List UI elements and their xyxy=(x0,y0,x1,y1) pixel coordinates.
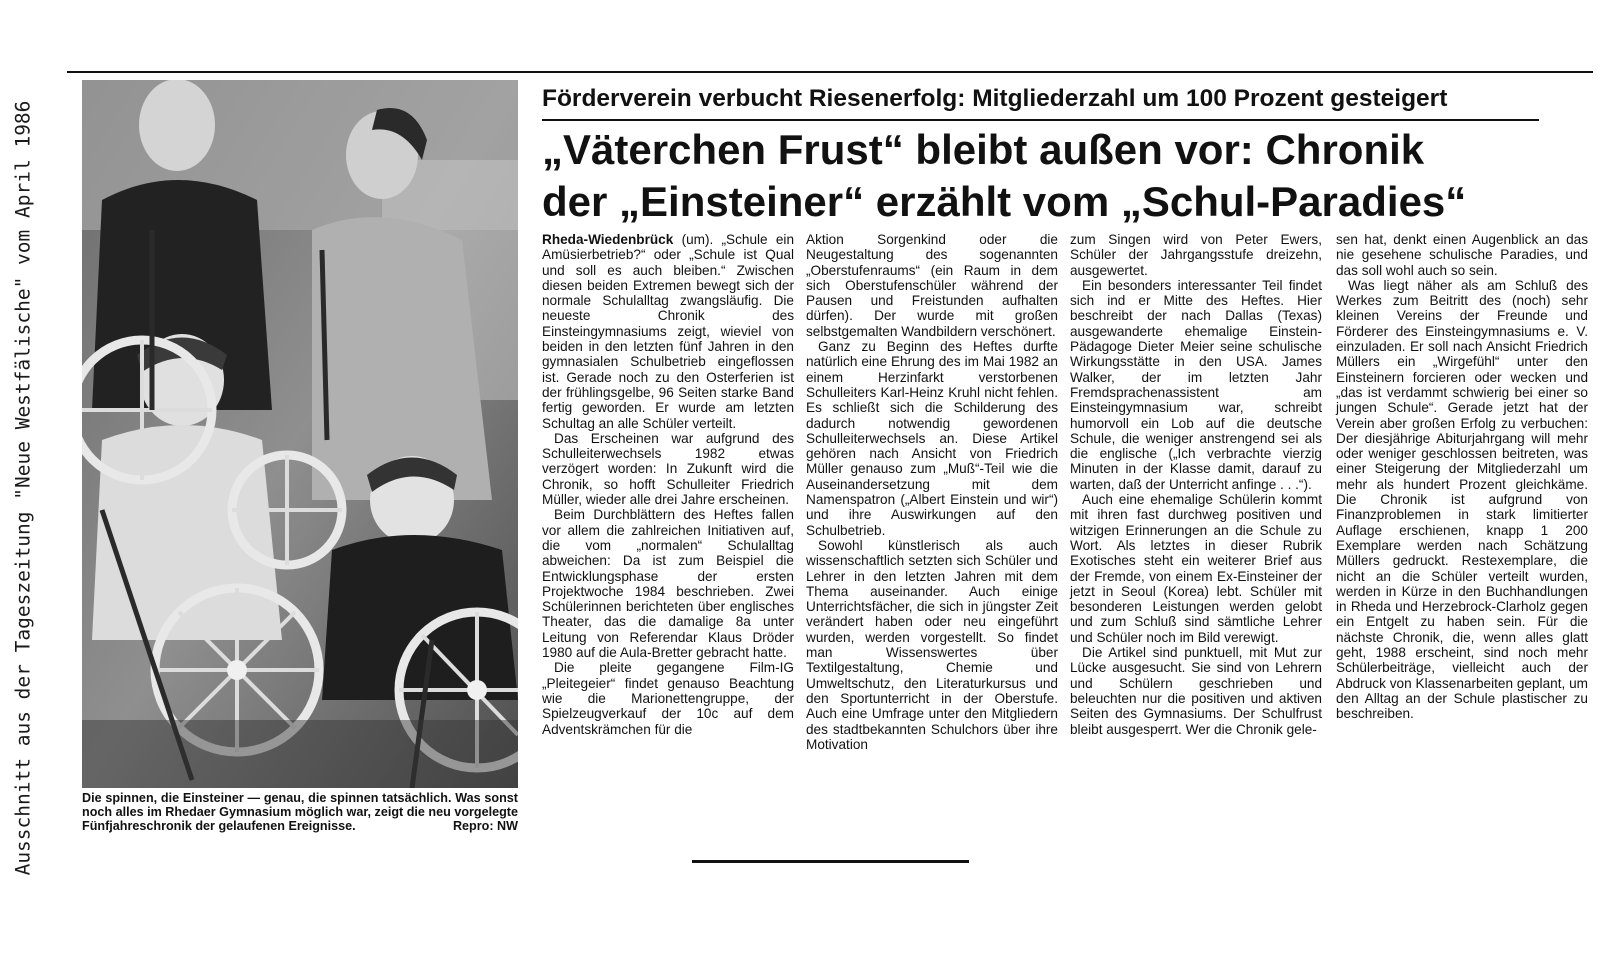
article-paragraph: Sowohl künstlerisch als auch wissenschaftlich setzten sich Schüler und Lehrer in den letzten Jahren mit dem Thema auseinander. Auch einige Unterrichtsfächer, die sich in jüngster Zeit verändert haben oder neu eingeführt wurden, werden vorgestellt. So findet man Wissenswertes über Textilgestaltung, Chemie und Umweltschutz, den Literaturkursus und den Sportunterricht in der Oberstufe. Auch eine Umfrage unter den Mitgliedern des stadtbekannten Schulchors über ihre Motivation xyxy=(806,537,1058,752)
article-column-4 xyxy=(1336,232,1588,722)
photo-credit: Repro: NW xyxy=(452,819,518,833)
top-rule xyxy=(67,71,1593,73)
clipping-source-label: Ausschnitt aus der Tageszeitung "Neue Westfälische" vom April 1986 xyxy=(11,100,35,876)
article-paragraph: Ein besonders interessanter Teil findet sich ind er Mitte des Heftes. Hier beschreibt der nach Dallas (Texas) ausgewanderte ehemalige Einstein-Pädagoge Dieter Meier seine schulische Wirkungsstätte in den USA. James Walker, der im letzten Jahr Fremdsprachenassistent am Einsteingymnasium war, schreibt humorvoll ein Lob auf die deutsche Schule, die weniger anstrengend sei als die englische („Ich verbrachte vierzig Minuten in der Klasse damit, darauf zu warten, daß der Unterricht anfinge . . .“). xyxy=(1070,277,1322,492)
article-column-2 xyxy=(806,232,1058,752)
article-column-3 xyxy=(1070,232,1322,737)
article-paragraph: Was liegt näher als am Schluß des Werkes zum Beitritt des (noch) sehr kleinen Vereins der Freunde und Förderer des Einsteingymnasiums e. V. einzuladen. Er soll nach Ansicht Friedrich Müllers ein „Wirgefühl“ unter den Einsteinern forcieren oder wecken und „das ist verdammt schwierig bei einer so jungen Schule“. Gerade jetzt hat der Verein aber großen Erfolg zu verbuchen: Der diesjährige Abiturjahrgang will mehr oder weniger geschlossen beitreten, was einer Steigerung der Mitgliederzahl um mehr als hundert Prozent gleichkäme. Die Chronik ist aufgrund von Finanzproblemen in stark limitierter Auflage erschienen, knapp 1 200 Exemplare werden nach Schätzung Müllers gedruckt. Restexemplare, die nicht an die Schüler verteilt wurden, werden in Kürze in den Buchhandlungen in Rheda und Herzebrock-Clarholz gegen ein Entgelt zu haben sein. Für die nächste Chronik, die, wenn alles glatt geht, 1988 erscheint, sind noch mehr Schülerbeiträge, vielleicht auch der Abdruck von Klassenarbeiten geplant, um den Alltag an der Schule plastischer zu beschreiben. xyxy=(1336,277,1588,722)
article-paragraph: zum Singen wird von Peter Ewers, Schüler der Jahrgangsstufe dreizehn, ausgewertet. xyxy=(1070,232,1322,278)
article-end-rule xyxy=(692,860,969,863)
spinning-wheel-photo-graphic xyxy=(82,80,518,788)
article-paragraph: Die pleite gegangene Film-IG „Pleitegeier“ findet genauso Beachtung wie die Marionettengruppe, der Spielzeugverkauf der 10c auf dem Adventskrämchen für die xyxy=(542,660,794,737)
article-paragraph: Aktion Sorgenkind oder die Neugestaltung des sogenannten „Oberstufenraums“ (ein Raum in dem sich Oberstufenschüler während der Pausen und Freistunden aufhalten dürfen). Der wurde mit großen selbstgemalten Wandbildern verschönert. xyxy=(806,232,1058,339)
article-paragraph: „Schule ein Amüsierbetrieb?“ oder „Schule ist Qual und soll es auch bleiben.“ Zwischen diesen beiden Extremen bewegt sich der normale Schulalltag zwangsläufig. Die neueste Chronik des Einsteingymnasiums zeigt, wieviel von beiden in den letzten fünf Jahren in den gymnasialen Schulbetrieb eingeflossen ist. Gerade noch zu den Osterferien ist der frühlingsgelbe, 96 Seiten starke Band fertig geworden. Er wurde am letzten Schultag an alle Schüler verteilt. xyxy=(542,232,795,431)
article-paragraph: Ganz zu Beginn des Heftes durfte natürlich eine Ehrung des im Mai 1982 an einem Herzinfarkt verstorbenen Schulleiters Karl-Heinz Kruhl nicht fehlen. Es schließt sich die Schilderung des dadurch notwendig gewordenen Schulleiterwechsels an. Diese Artikel gehören nach Ansicht von Friedrich Müller genauso zum „Muß“-Teil wie die Auseinandersetzung mit dem Namenspatron („Albert Einstein und wir“) und ihre Auswirkungen auf den Schulbetrieb. xyxy=(806,339,1058,538)
article-paragraph: Die Artikel sind punktuell, mit Mut zur Lücke ausgesucht. Sie sind von Lehrern und Schülern geschrieben und beleuchten nur die positiven und aktiven Seiten des Gymnasiums. Der Schulfrust bleibt ausgesperrt. Wer die Chronik gele- xyxy=(1070,645,1322,737)
article-paragraph: Beim Durchblättern des Heftes fallen vor allem die zahlreichen Initiativen auf, die vom „normalen“ Schulalltag abweichen: Da ist zum Beispiel die Entwicklungsphase der ersten Projektwoche 1984 beschrieben. Zwei Schülerinnen berichteten über englisches Theater, das die damalige 8a unter Leitung von Referendar Klaus Dröder 1980 auf die Aula-Bretter gebracht hatte. xyxy=(542,507,794,661)
clipping-source-strip xyxy=(3,0,37,978)
dateline-paragraph xyxy=(542,232,794,431)
author-abbr: (um). xyxy=(681,232,714,247)
headline-line-2: der „Einsteiner“ erzählt vom „Schul-Paradies“ xyxy=(542,178,1467,225)
article-photo xyxy=(82,80,518,788)
kicker-underline xyxy=(542,119,1539,121)
article-column-1 xyxy=(542,232,794,737)
article-paragraph: Das Erscheinen war aufgrund des Schulleiterwechsels 1982 etwas verzögert worden: In Zukunft wird die Chronik, so hofft Schulleiter Friedrich Müller, wieder alle drei Jahre erscheinen. xyxy=(542,430,794,508)
dateline: Rheda-Wiedenbrück xyxy=(542,232,674,247)
headline-line-1: „Väterchen Frust“ bleibt außen vor: Chronik xyxy=(542,126,1425,173)
photo-caption xyxy=(82,791,518,833)
article-paragraph: sen hat, denkt einen Augenblick an das nie gesehene schulische Paradies, und das soll wohl auch so sein. xyxy=(1336,232,1588,278)
photo-caption-text: Die spinnen, die Einsteiner — genau, die spinnen tatsächlich. Was sonst noch alles im Rhedaer Gymnasium möglich war, zeigt die neu vorgelegte Fünfjahreschronik der gelaufenen Ereignisse. xyxy=(82,791,519,833)
article-kicker: Förderverein verbucht Riesenerfolg: Mitgliederzahl um 100 Prozent gesteigert xyxy=(542,85,1448,112)
article-headline xyxy=(542,124,1466,228)
article-paragraph: Auch eine ehemalige Schülerin kommt mit ihren fast durchweg positiven und witzigen Erinnerungen an die Schule zu Wort. Als letztes in dieser Rubrik Exotisches steht ein weiterer Brief aus der Fremde, von einem Ex-Einsteiner der jetzt in Seoul (Korea) lebt. Schüler mit besonderen Leistungen werden gelobt und zum Schluß sind sämtliche Lehrer und Schüler noch im Bild verewigt. xyxy=(1070,492,1322,645)
